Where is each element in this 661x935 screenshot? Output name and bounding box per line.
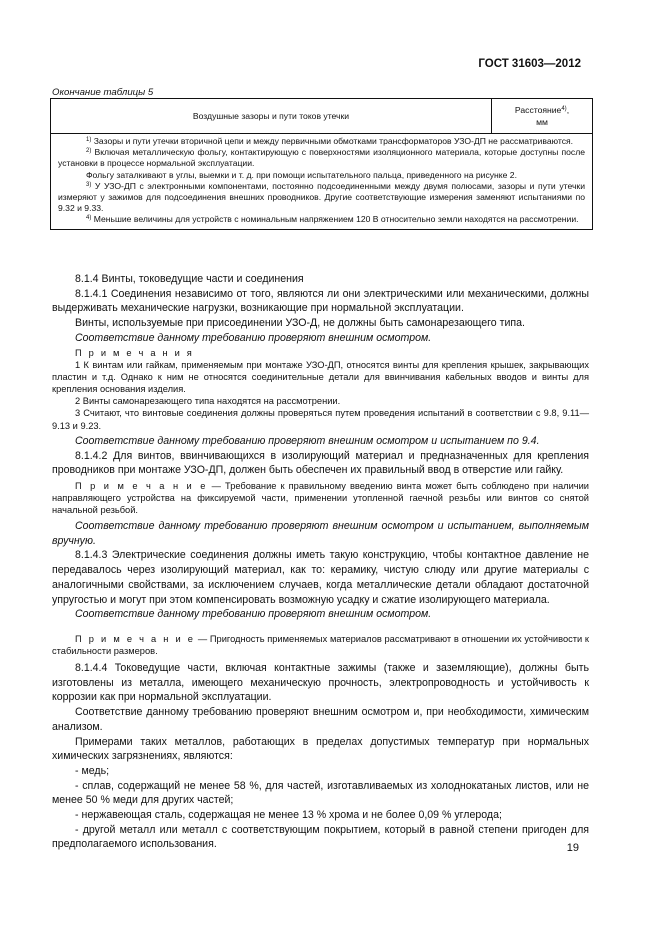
note: 3 Считают, что винтовые соединения должны проверяться путем проведения испытаний в соответствии с 9.8, 9.11—9.13 и 9.23. — [52, 408, 589, 431]
clearances-table — [50, 98, 593, 230]
footnote-text: Меньшие величины для устройств с номинальным напряжением 120 В относительно земли находятся на рассмотрении. — [91, 214, 579, 225]
distance-footnote-mark: 4) — [561, 106, 567, 112]
footnote-text: Включая металлическую фольгу, контактирующую с поверхностями изоляционного материала, которые доступны после установки в процессе нормальной эксплуатации. — [58, 147, 585, 169]
section-8-1-4-2 — [52, 434, 589, 478]
section-8-1-4 — [52, 272, 589, 346]
list-item: - сплав, содержащий не менее 58 %, для частей, изготавливаемых из холоднокатаных листов, или не менее 50 % меди для других частей; — [52, 779, 589, 807]
paragraph: Винты, используемые при присоединении УЗО-Д, не должны быть самонарезающего типа. — [75, 317, 525, 330]
note — [52, 633, 589, 657]
footnote-mark: 3) — [86, 181, 92, 188]
distance-label: Расстояние — [514, 105, 562, 115]
note — [52, 480, 589, 516]
header-cell-clearances: Воздушные зазоры и пути токов утечки — [51, 99, 492, 133]
section-8-1-4-4 — [52, 661, 589, 852]
note-text: — Требование к правильному введению винта может быть соблюдено при наличии направляющего устройства на фиксируемой части, применении утопленной гаечной резьбы или винтов со снятой начальной резьбой. — [52, 481, 589, 516]
note-label: П р и м е ч а н и е — [75, 634, 196, 644]
compliance-statement: Соответствие данному требованию проверяют внешним осмотром. — [75, 331, 432, 344]
paragraph: 8.1.4.1 Соединения независимо от того, являются ли они электрическими или механическими, должны выдерживать механические нагрузки, возникающие при нормальной эксплуатации. — [52, 287, 589, 315]
paragraph: 8.1.4.4 Токоведущие части, включая контактные зажимы (также и заземляющие), должны быть изготовлены из металла, имеющего механическую прочность, электропроводность и устойчивость к коррозии как при нормальной эксплуатации. — [52, 662, 589, 704]
compliance-statement: Соответствие данному требованию проверяют внешним осмотром и испытанием по 9.4. — [75, 435, 540, 447]
page-number: 19 — [566, 842, 579, 854]
list-item: - медь; — [75, 764, 110, 777]
footnote — [58, 147, 585, 169]
note-block — [52, 633, 589, 657]
note: 2 Винты самонарезающего типа находятся на рассмотрении. — [75, 396, 341, 407]
note-block — [52, 480, 589, 516]
footnote — [58, 170, 585, 181]
note: 1 К винтам или гайкам, применяемым при монтаже УЗО-ДП, относятся винты для крепления крышек, закрывающих пластин и т.д. Однако к ним не относятся соединительные детали для ввинчивания кабельных вводов и винты для крепления основания изделия. — [52, 360, 589, 395]
note-text: — Пригодность применяемых материалов рассматривают в отношении их устойчивости к стабильности размеров. — [52, 634, 589, 657]
footnote — [58, 181, 585, 215]
compliance-statement: Соответствие данному требованию проверяют внешним осмотром и испытанием, выполняемым вручную. — [52, 520, 589, 547]
standard-header: ГОСТ 31603—2012 — [478, 58, 581, 70]
footnote-text: Фольгу заталкивают в углы, выемки и т. д. при помощи испытательного пальца, приведенного на рисунке 2. — [86, 169, 517, 180]
footnote — [58, 214, 585, 225]
footnote-text: У УЗО-ДП с электронными компонентами, постоянно подсоединенными между двумя полюсами, зазоры и пути утечки измеряют у зажимов для подсоединения внешних проводников. Другие соответствующие измерения заменяют испытаниями по 9.32 и 9.33. — [58, 180, 585, 214]
distance-comma: , — [566, 105, 570, 115]
distance-unit: мм — [536, 117, 548, 127]
notes-title: П р и м е ч а н и я — [75, 348, 195, 358]
footnote-mark: 2) — [86, 148, 92, 155]
footnote — [58, 136, 585, 147]
paragraph: Соответствие данному требованию проверяют внешним осмотром и, при необходимости, химическим анализом. — [52, 706, 589, 733]
paragraph: Примерами таких металлов, работающих в пределах допустимых температур при нормальных химических загрязнениях, являются: — [52, 735, 589, 763]
section-title: 8.1.4 Винты, токоведущие части и соединения — [75, 273, 304, 285]
footnote-mark: 1) — [86, 137, 92, 143]
table-caption: Окончание таблицы 5 — [52, 87, 154, 98]
table-header-row — [51, 99, 592, 134]
section-8-1-4-3 — [52, 519, 589, 622]
table-footnotes — [51, 134, 592, 229]
header-cell-distance — [492, 99, 592, 133]
footnote-text: Зазоры и пути утечки вторичной цепи и между первичными обмотками трансформаторов УЗО-ДП не рассматриваются. — [91, 136, 574, 146]
paragraph: 8.1.4.3 Электрические соединения должны иметь такую конструкцию, чтобы контактное давление не передавалось через изолирующий материал, как то: керамику, чистую слюду или другие материалы с аналогичными свойствами, за исключением случаев, когда металлические детали обладают достаточной упругостью и могут при этом компенсировать возможную усадку и сжатие изолирующего материала. — [52, 549, 589, 606]
list-item: - другой металл или металл с соответствующим покрытием, который в равной степени пригоден для предполагаемого использования. — [52, 823, 589, 851]
paragraph: 8.1.4.2 Для винтов, ввинчивающихся в изолирующий материал и предназначенных для крепления проводников при монтаже УЗО-ДП, должен быть обеспечен их правильный ввод в отверстие или гайку. — [52, 449, 589, 477]
compliance-statement: Соответствие данному требованию проверяют внешним осмотром. — [75, 608, 432, 621]
note-label: П р и м е ч а н и е — [75, 481, 208, 491]
list-item: - нержавеющая сталь, содержащая не менее 13 % хрома и не более 0,09 % углерода; — [75, 809, 502, 822]
footnote-mark: 4) — [86, 215, 92, 222]
notes-block — [52, 347, 589, 432]
